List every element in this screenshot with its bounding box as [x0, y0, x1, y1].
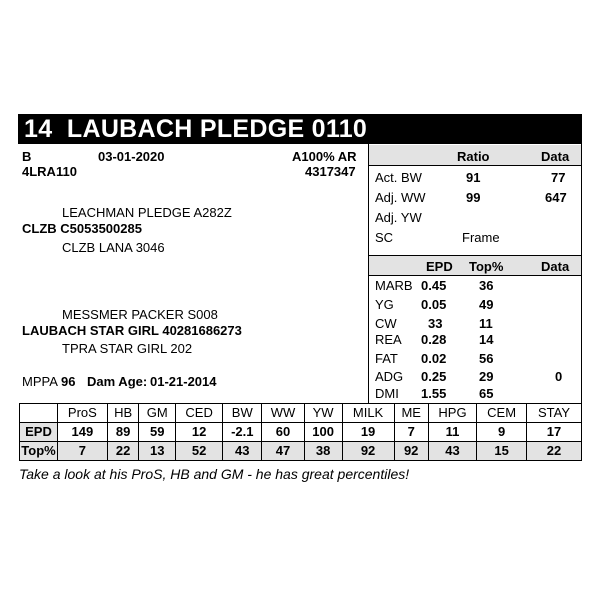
- carcass-row-top: 49: [479, 297, 494, 312]
- carcass-row-epd: 33: [428, 316, 443, 331]
- carcass-row-label: YG: [375, 297, 394, 312]
- carcass-row-top: 14: [479, 332, 494, 347]
- carcass-row-label: DMI: [375, 386, 399, 401]
- top-percent-value: 43: [223, 442, 262, 461]
- ratio-row-label: Adj. YW: [375, 210, 422, 225]
- epd-column-header: ME: [394, 404, 428, 423]
- epd-value: 149: [58, 423, 108, 442]
- epd-column-header: GM: [139, 404, 176, 423]
- epd-header: EPD: [426, 259, 453, 274]
- right-box-right-border: [581, 144, 582, 403]
- carcass-row-top: 11: [479, 316, 493, 331]
- epd-column-header: CEM: [477, 404, 527, 423]
- birth-date: 03-01-2020: [98, 149, 165, 164]
- dam-age-value: 01-21-2014: [150, 374, 217, 389]
- epd-row-label: EPD: [20, 423, 58, 442]
- carcass-row-label: REA: [375, 332, 402, 347]
- epd-value: 7: [394, 423, 428, 442]
- mppa-value: 96: [61, 374, 76, 389]
- ratio-row-label: Adj. WW: [375, 190, 426, 205]
- dam: LAUBACH STAR GIRL 40281686273: [22, 323, 242, 338]
- right-box-left-border: [368, 144, 369, 403]
- carcass-row-top: 65: [479, 386, 494, 401]
- carcass-row-top: 36: [479, 278, 494, 293]
- epd-column-header: WW: [262, 404, 305, 423]
- registration-number: 4317347: [305, 164, 356, 179]
- epd-value: 19: [342, 423, 394, 442]
- epd-value: 11: [428, 423, 477, 442]
- carcass-row-epd: 0.28: [421, 332, 447, 347]
- epd-table-header-row: [20, 404, 582, 423]
- top-percent-value: 15: [477, 442, 527, 461]
- sire-sire: LEACHMAN PLEDGE A282Z: [62, 205, 232, 220]
- carcass-row-data: 0: [555, 369, 563, 384]
- top-percent-value: 22: [526, 442, 581, 461]
- top-percent-value: 7: [58, 442, 108, 461]
- epd-value: 60: [262, 423, 305, 442]
- top-percent-value: 13: [139, 442, 176, 461]
- sire: CLZB C5053500285: [22, 221, 142, 236]
- epd-values-row: [20, 423, 582, 442]
- epd-value: 12: [175, 423, 222, 442]
- ratio-row-label: Act. BW: [375, 170, 422, 185]
- ratio-row-label: SC: [375, 230, 394, 245]
- section-divider: [368, 255, 582, 256]
- carcass-row-epd: 0.02: [421, 351, 447, 366]
- lot-title: 14 LAUBACH PLEDGE 0110: [18, 114, 582, 144]
- epd-value: -2.1: [223, 423, 262, 442]
- epd-column-header: YW: [304, 404, 342, 423]
- carcass-row-label: FAT: [375, 351, 398, 366]
- ratio-header-divider: [368, 165, 582, 166]
- top-percent-row-label: Top%: [20, 442, 58, 461]
- ratio-header: Ratio: [457, 149, 490, 164]
- epd-column-header: STAY: [526, 404, 581, 423]
- top-percent-value: 92: [342, 442, 394, 461]
- top-percent-row: [20, 442, 582, 461]
- epd-column-header: CED: [175, 404, 222, 423]
- ratio-row-data: 77: [551, 170, 566, 185]
- sire-dam: CLZB LANA 3046: [62, 240, 165, 255]
- ratio-row-ratio: 91: [466, 170, 481, 185]
- epd-column-header: HPG: [428, 404, 477, 423]
- top-percent-header: Top%: [469, 259, 504, 274]
- breed-percent: A100% AR: [292, 149, 357, 164]
- caption: Take a look at his ProS, HB and GM - he has great percentiles!: [19, 466, 410, 482]
- top-percent-value: 22: [107, 442, 139, 461]
- epd-value: 59: [139, 423, 176, 442]
- top-percent-value: 52: [175, 442, 222, 461]
- mppa-label: MPPA: [22, 374, 58, 389]
- carcass-row-top: 56: [479, 351, 494, 366]
- frame-label: Frame: [462, 230, 500, 245]
- tattoo: 4LRA110: [22, 164, 77, 179]
- dam-age-label: Dam Age:: [87, 374, 148, 389]
- carcass-row-top: 29: [479, 369, 494, 384]
- sex: B: [22, 149, 32, 164]
- dam-dam: TPRA STAR GIRL 202: [62, 341, 193, 356]
- top-percent-value: 92: [394, 442, 428, 461]
- epd-value: 100: [304, 423, 342, 442]
- epd-value: 89: [107, 423, 139, 442]
- carcass-row-epd: 0.45: [421, 278, 447, 293]
- carcass-row-epd: 1.55: [421, 386, 447, 401]
- epd-value: 9: [477, 423, 527, 442]
- carcass-row-label: MARB: [375, 278, 413, 293]
- epd-table-corner: [20, 404, 58, 423]
- carcass-row-epd: 0.05: [421, 297, 447, 312]
- epd-column-header: MILK: [342, 404, 394, 423]
- epd-column-header: BW: [223, 404, 262, 423]
- dam-sire: MESSMER PACKER S008: [62, 307, 218, 322]
- top-percent-value: 43: [428, 442, 477, 461]
- epd-column-header: HB: [107, 404, 139, 423]
- carcass-row-epd: 0.25: [421, 369, 447, 384]
- carcass-row-label: CW: [375, 316, 397, 331]
- epd-value: 17: [526, 423, 581, 442]
- ratio-row-data: 647: [545, 190, 567, 205]
- epd-table: [19, 403, 582, 461]
- data-header: Data: [541, 149, 570, 164]
- epd-column-header: ProS: [58, 404, 108, 423]
- carcass-header-divider: [368, 275, 582, 276]
- top-percent-value: 38: [304, 442, 342, 461]
- carcass-row-label: ADG: [375, 369, 404, 384]
- carcass-data-header: Data: [541, 259, 570, 274]
- ratio-row-ratio: 99: [466, 190, 481, 205]
- top-percent-value: 47: [262, 442, 305, 461]
